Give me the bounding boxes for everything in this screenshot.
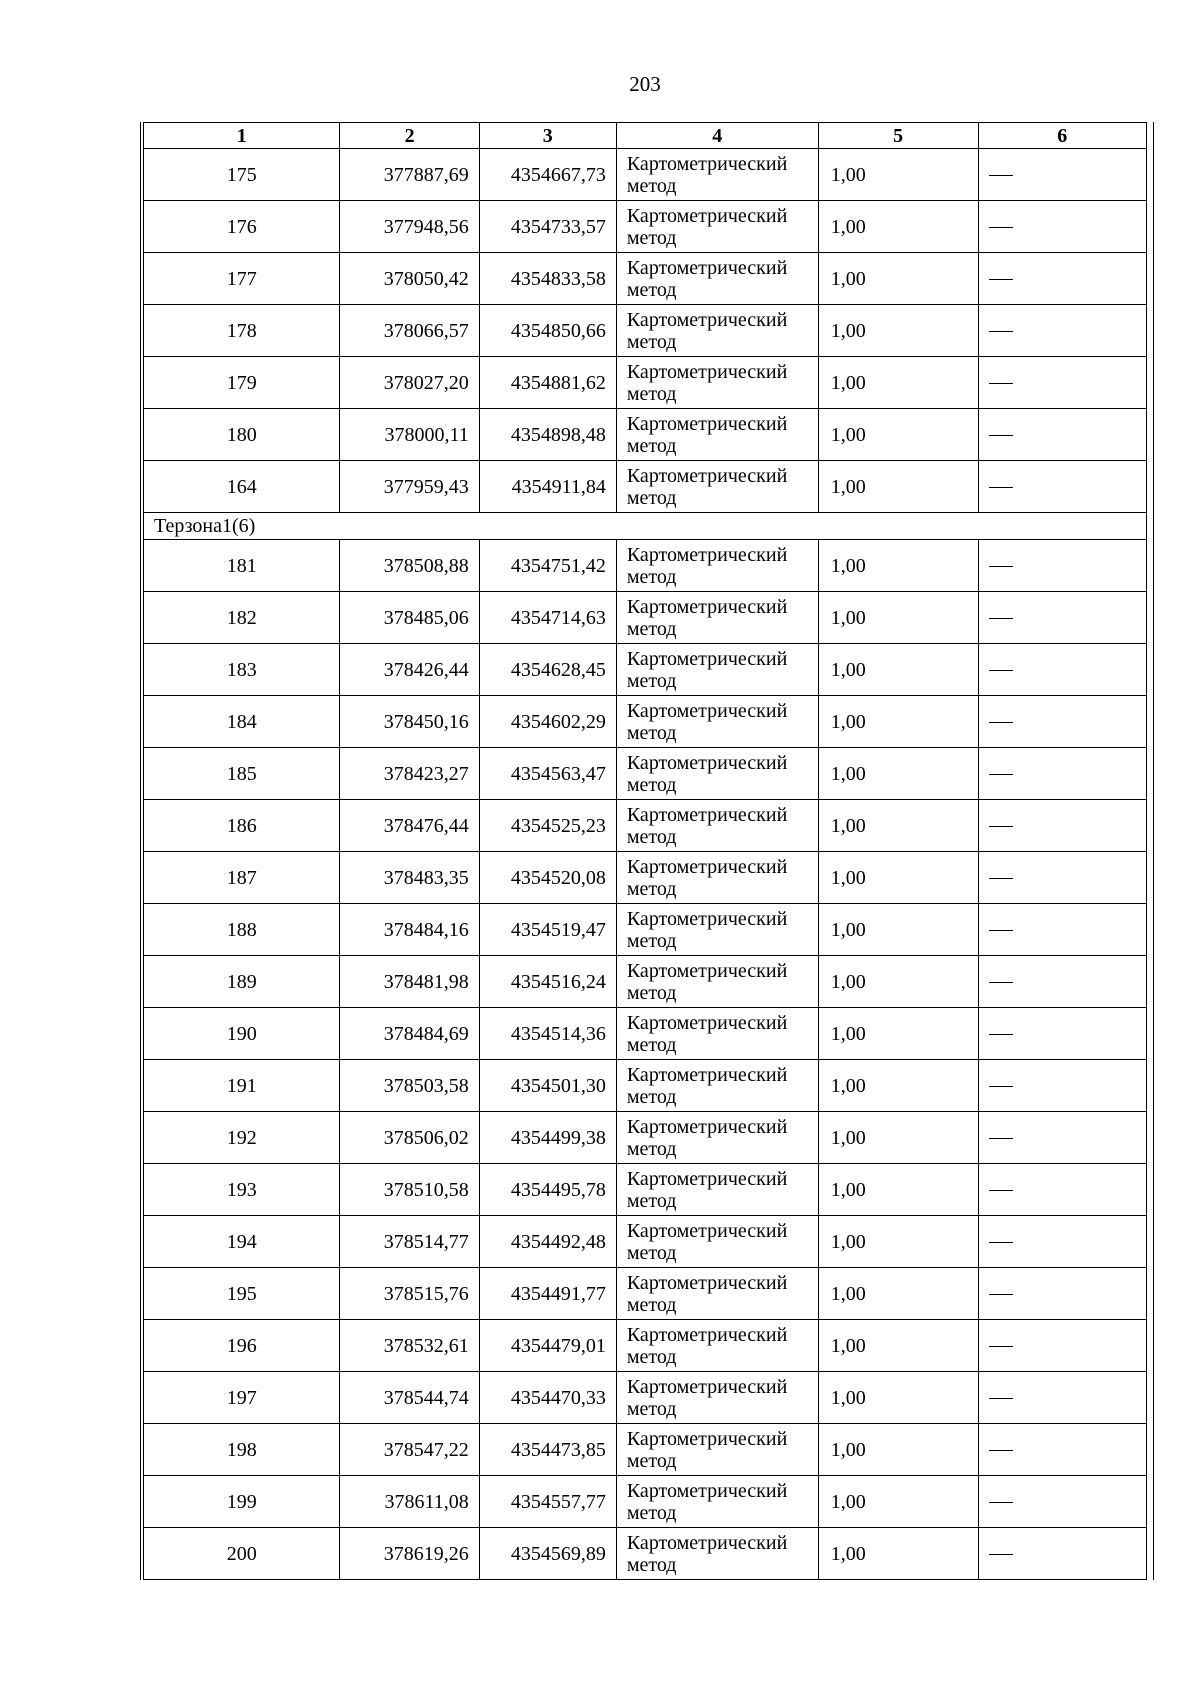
page-number: 203 bbox=[629, 72, 661, 96]
x-coordinate-cell: 378503,58 bbox=[340, 1060, 479, 1112]
notes-cell bbox=[978, 1320, 1146, 1372]
y-coordinate-cell: 4354499,38 bbox=[479, 1112, 616, 1164]
point-number-cell: 164 bbox=[144, 461, 340, 513]
notes-cell bbox=[978, 1372, 1146, 1424]
dash-mark bbox=[989, 331, 1013, 332]
x-coordinate-cell: 378515,76 bbox=[340, 1268, 479, 1320]
method-cell bbox=[616, 1216, 818, 1268]
table-row bbox=[144, 644, 1147, 696]
method-cell bbox=[616, 1060, 818, 1112]
precision-cell: 1,00 bbox=[818, 461, 978, 513]
x-coordinate-cell: 378619,26 bbox=[340, 1528, 479, 1580]
dash-mark bbox=[989, 487, 1013, 488]
y-coordinate-cell: 4354911,84 bbox=[479, 461, 616, 513]
precision-cell: 1,00 bbox=[818, 956, 978, 1008]
method-line1: Картометрический bbox=[626, 256, 788, 279]
method-line2: метод bbox=[626, 825, 677, 848]
method-line1: Картометрический bbox=[626, 152, 788, 175]
point-number-cell: 180 bbox=[144, 409, 340, 461]
y-coordinate-cell: 4354519,47 bbox=[479, 904, 616, 956]
y-coordinate-cell: 4354850,66 bbox=[479, 305, 616, 357]
table-row bbox=[144, 956, 1147, 1008]
method-cell bbox=[616, 409, 818, 461]
precision-cell: 1,00 bbox=[818, 748, 978, 800]
point-number-cell: 184 bbox=[144, 696, 340, 748]
point-number-cell: 195 bbox=[144, 1268, 340, 1320]
method-line1: Картометрический bbox=[626, 1323, 788, 1346]
notes-cell bbox=[978, 1164, 1146, 1216]
notes-cell bbox=[978, 904, 1146, 956]
method-line1: Картометрический bbox=[626, 1375, 788, 1398]
dash-mark bbox=[989, 1450, 1013, 1451]
y-coordinate-cell: 4354479,01 bbox=[479, 1320, 616, 1372]
precision-cell: 1,00 bbox=[818, 904, 978, 956]
method-line2: метод bbox=[626, 1137, 677, 1160]
notes-cell bbox=[978, 461, 1146, 513]
precision-cell: 1,00 bbox=[818, 1372, 978, 1424]
method-line2: метод bbox=[626, 1033, 677, 1056]
table-row bbox=[144, 904, 1147, 956]
method-cell bbox=[616, 748, 818, 800]
method-line2: метод bbox=[626, 669, 677, 692]
dash-mark bbox=[989, 618, 1013, 619]
point-number-cell: 188 bbox=[144, 904, 340, 956]
method-line2: метод bbox=[626, 773, 677, 796]
x-coordinate-cell: 378050,42 bbox=[340, 253, 479, 305]
x-coordinate-cell: 378423,27 bbox=[340, 748, 479, 800]
precision-cell: 1,00 bbox=[818, 1528, 978, 1580]
precision-cell: 1,00 bbox=[818, 696, 978, 748]
method-cell bbox=[616, 1164, 818, 1216]
method-cell bbox=[616, 461, 818, 513]
point-number-cell: 199 bbox=[144, 1476, 340, 1528]
dash-mark bbox=[989, 1034, 1013, 1035]
y-coordinate-cell: 4354833,58 bbox=[479, 253, 616, 305]
coordinates-table-frame bbox=[140, 122, 1154, 1580]
method-cell bbox=[616, 696, 818, 748]
x-coordinate-cell: 378544,74 bbox=[340, 1372, 479, 1424]
header-cell: 4 bbox=[616, 123, 818, 149]
table-row bbox=[144, 592, 1147, 644]
notes-cell bbox=[978, 1424, 1146, 1476]
method-line1: Картометрический bbox=[626, 751, 788, 774]
method-line1: Картометрический bbox=[626, 855, 788, 878]
table-row bbox=[144, 540, 1147, 592]
table-row bbox=[144, 461, 1147, 513]
y-coordinate-cell: 4354525,23 bbox=[479, 800, 616, 852]
table-row bbox=[144, 357, 1147, 409]
precision-cell: 1,00 bbox=[818, 357, 978, 409]
point-number-cell: 177 bbox=[144, 253, 340, 305]
x-coordinate-cell: 377948,56 bbox=[340, 201, 479, 253]
method-line1: Картометрический bbox=[626, 1011, 788, 1034]
point-number-cell: 183 bbox=[144, 644, 340, 696]
method-cell bbox=[616, 540, 818, 592]
dash-mark bbox=[989, 383, 1013, 384]
point-number-cell: 181 bbox=[144, 540, 340, 592]
y-coordinate-cell: 4354898,48 bbox=[479, 409, 616, 461]
dash-mark bbox=[989, 774, 1013, 775]
table-row bbox=[144, 305, 1147, 357]
dash-mark bbox=[989, 566, 1013, 567]
method-line2: метод bbox=[626, 382, 677, 405]
method-cell bbox=[616, 1372, 818, 1424]
y-coordinate-cell: 4354714,63 bbox=[479, 592, 616, 644]
point-number-cell: 190 bbox=[144, 1008, 340, 1060]
method-cell bbox=[616, 852, 818, 904]
coordinates-table bbox=[143, 122, 1147, 1580]
table-row bbox=[144, 409, 1147, 461]
x-coordinate-cell: 378481,98 bbox=[340, 956, 479, 1008]
dash-mark bbox=[989, 878, 1013, 879]
method-line2: метод bbox=[626, 226, 677, 249]
x-coordinate-cell: 378484,16 bbox=[340, 904, 479, 956]
method-line2: метод bbox=[626, 565, 677, 588]
point-number-cell: 193 bbox=[144, 1164, 340, 1216]
x-coordinate-cell: 378514,77 bbox=[340, 1216, 479, 1268]
precision-cell: 1,00 bbox=[818, 800, 978, 852]
method-line2: метод bbox=[626, 330, 677, 353]
dash-mark bbox=[989, 1294, 1013, 1295]
y-coordinate-cell: 4354495,78 bbox=[479, 1164, 616, 1216]
group1-rows bbox=[144, 149, 1147, 513]
precision-cell: 1,00 bbox=[818, 644, 978, 696]
method-line1: Картометрический bbox=[626, 464, 788, 487]
precision-cell: 1,00 bbox=[818, 149, 978, 201]
method-line2: метод bbox=[626, 1397, 677, 1420]
table-row bbox=[144, 1424, 1147, 1476]
notes-cell bbox=[978, 644, 1146, 696]
method-line1: Картометрический bbox=[626, 1219, 788, 1242]
method-line1: Картометрический bbox=[626, 308, 788, 331]
y-coordinate-cell: 4354520,08 bbox=[479, 852, 616, 904]
x-coordinate-cell: 377887,69 bbox=[340, 149, 479, 201]
notes-cell bbox=[978, 1112, 1146, 1164]
method-line2: метод bbox=[626, 174, 677, 197]
y-coordinate-cell: 4354491,77 bbox=[479, 1268, 616, 1320]
table-row bbox=[144, 1060, 1147, 1112]
x-coordinate-cell: 378483,35 bbox=[340, 852, 479, 904]
method-line1: Картометрический bbox=[626, 1271, 788, 1294]
dash-mark bbox=[989, 175, 1013, 176]
method-line2: метод bbox=[626, 1189, 677, 1212]
dash-mark bbox=[989, 435, 1013, 436]
point-number-cell: 192 bbox=[144, 1112, 340, 1164]
point-number-cell: 194 bbox=[144, 1216, 340, 1268]
y-coordinate-cell: 4354881,62 bbox=[479, 357, 616, 409]
method-line1: Картометрический bbox=[626, 595, 788, 618]
notes-cell bbox=[978, 357, 1146, 409]
method-line1: Картометрический bbox=[626, 959, 788, 982]
method-line1: Картометрический bbox=[626, 1115, 788, 1138]
dash-mark bbox=[989, 279, 1013, 280]
notes-cell bbox=[978, 409, 1146, 461]
group2-rows bbox=[144, 540, 1147, 1580]
notes-cell bbox=[978, 852, 1146, 904]
x-coordinate-cell: 378476,44 bbox=[340, 800, 479, 852]
method-line1: Картометрический bbox=[626, 543, 788, 566]
method-cell bbox=[616, 1476, 818, 1528]
table-row bbox=[144, 201, 1147, 253]
precision-cell: 1,00 bbox=[818, 201, 978, 253]
x-coordinate-cell: 378547,22 bbox=[340, 1424, 479, 1476]
table-row bbox=[144, 1320, 1147, 1372]
y-coordinate-cell: 4354492,48 bbox=[479, 1216, 616, 1268]
dash-mark bbox=[989, 1398, 1013, 1399]
method-line2: метод bbox=[626, 434, 677, 457]
method-line1: Картометрический bbox=[626, 699, 788, 722]
method-cell bbox=[616, 1424, 818, 1476]
precision-cell: 1,00 bbox=[818, 540, 978, 592]
y-coordinate-cell: 4354501,30 bbox=[479, 1060, 616, 1112]
method-cell bbox=[616, 1528, 818, 1580]
precision-cell: 1,00 bbox=[818, 253, 978, 305]
x-coordinate-cell: 378484,69 bbox=[340, 1008, 479, 1060]
notes-cell bbox=[978, 201, 1146, 253]
header-cell: 2 bbox=[340, 123, 479, 149]
method-line1: Картометрический bbox=[626, 204, 788, 227]
method-cell bbox=[616, 592, 818, 644]
method-cell bbox=[616, 305, 818, 357]
method-line1: Картометрический bbox=[626, 1063, 788, 1086]
dash-mark bbox=[989, 1554, 1013, 1555]
x-coordinate-cell: 378508,88 bbox=[340, 540, 479, 592]
table-row bbox=[144, 748, 1147, 800]
notes-cell bbox=[978, 1528, 1146, 1580]
method-cell bbox=[616, 1112, 818, 1164]
precision-cell: 1,00 bbox=[818, 1424, 978, 1476]
dash-mark bbox=[989, 227, 1013, 228]
precision-cell: 1,00 bbox=[818, 409, 978, 461]
dash-mark bbox=[989, 1190, 1013, 1191]
precision-cell: 1,00 bbox=[818, 1216, 978, 1268]
method-cell bbox=[616, 644, 818, 696]
dash-mark bbox=[989, 670, 1013, 671]
dash-mark bbox=[989, 930, 1013, 931]
notes-cell bbox=[978, 540, 1146, 592]
point-number-cell: 176 bbox=[144, 201, 340, 253]
y-coordinate-cell: 4354733,57 bbox=[479, 201, 616, 253]
point-number-cell: 185 bbox=[144, 748, 340, 800]
method-line2: метод bbox=[626, 617, 677, 640]
notes-cell bbox=[978, 253, 1146, 305]
table-row bbox=[144, 852, 1147, 904]
table-row bbox=[144, 800, 1147, 852]
method-line1: Картометрический bbox=[626, 1479, 788, 1502]
y-coordinate-cell: 4354602,29 bbox=[479, 696, 616, 748]
method-line2: метод bbox=[626, 721, 677, 744]
method-line1: Картометрический bbox=[626, 1531, 788, 1554]
precision-cell: 1,00 bbox=[818, 1164, 978, 1216]
table-row bbox=[144, 1008, 1147, 1060]
precision-cell: 1,00 bbox=[818, 1268, 978, 1320]
notes-cell bbox=[978, 1008, 1146, 1060]
table-row bbox=[144, 1372, 1147, 1424]
table-row bbox=[144, 253, 1147, 305]
point-number-cell: 196 bbox=[144, 1320, 340, 1372]
method-line2: метод bbox=[626, 1501, 677, 1524]
table-row bbox=[144, 1476, 1147, 1528]
precision-cell: 1,00 bbox=[818, 1476, 978, 1528]
table-row bbox=[144, 1112, 1147, 1164]
x-coordinate-cell: 378532,61 bbox=[340, 1320, 479, 1372]
point-number-cell: 187 bbox=[144, 852, 340, 904]
precision-cell: 1,00 bbox=[818, 852, 978, 904]
header-cell: 6 bbox=[978, 123, 1146, 149]
precision-cell: 1,00 bbox=[818, 592, 978, 644]
x-coordinate-cell: 378485,06 bbox=[340, 592, 479, 644]
method-line1: Картометрический bbox=[626, 647, 788, 670]
point-number-cell: 198 bbox=[144, 1424, 340, 1476]
precision-cell: 1,00 bbox=[818, 1060, 978, 1112]
point-number-cell: 197 bbox=[144, 1372, 340, 1424]
method-line1: Картометрический bbox=[626, 360, 788, 383]
point-number-cell: 179 bbox=[144, 357, 340, 409]
dash-mark bbox=[989, 826, 1013, 827]
table-row bbox=[144, 149, 1147, 201]
notes-cell bbox=[978, 800, 1146, 852]
y-coordinate-cell: 4354628,45 bbox=[479, 644, 616, 696]
method-cell bbox=[616, 956, 818, 1008]
method-cell bbox=[616, 1008, 818, 1060]
method-line2: метод bbox=[626, 1449, 677, 1472]
dash-mark bbox=[989, 1242, 1013, 1243]
header-cell: 5 bbox=[818, 123, 978, 149]
section-label: Терзона1(6) bbox=[144, 513, 1147, 540]
point-number-cell: 178 bbox=[144, 305, 340, 357]
dash-mark bbox=[989, 1086, 1013, 1087]
y-coordinate-cell: 4354751,42 bbox=[479, 540, 616, 592]
point-number-cell: 200 bbox=[144, 1528, 340, 1580]
section-row bbox=[144, 513, 1147, 540]
method-line1: Картометрический bbox=[626, 1167, 788, 1190]
method-cell bbox=[616, 1320, 818, 1372]
method-line2: метод bbox=[626, 1085, 677, 1108]
table-row bbox=[144, 1268, 1147, 1320]
x-coordinate-cell: 378510,58 bbox=[340, 1164, 479, 1216]
table-row bbox=[144, 1216, 1147, 1268]
table-row bbox=[144, 1528, 1147, 1580]
y-coordinate-cell: 4354667,73 bbox=[479, 149, 616, 201]
dash-mark bbox=[989, 1346, 1013, 1347]
point-number-cell: 175 bbox=[144, 149, 340, 201]
y-coordinate-cell: 4354563,47 bbox=[479, 748, 616, 800]
header-cell: 3 bbox=[479, 123, 616, 149]
method-cell bbox=[616, 149, 818, 201]
dash-mark bbox=[989, 1138, 1013, 1139]
x-coordinate-cell: 378027,20 bbox=[340, 357, 479, 409]
notes-cell bbox=[978, 696, 1146, 748]
x-coordinate-cell: 378426,44 bbox=[340, 644, 479, 696]
method-cell bbox=[616, 800, 818, 852]
table-row bbox=[144, 696, 1147, 748]
x-coordinate-cell: 378066,57 bbox=[340, 305, 479, 357]
notes-cell bbox=[978, 592, 1146, 644]
notes-cell bbox=[978, 1476, 1146, 1528]
y-coordinate-cell: 4354514,36 bbox=[479, 1008, 616, 1060]
method-line2: метод bbox=[626, 1293, 677, 1316]
method-cell bbox=[616, 201, 818, 253]
y-coordinate-cell: 4354516,24 bbox=[479, 956, 616, 1008]
method-cell bbox=[616, 1268, 818, 1320]
notes-cell bbox=[978, 748, 1146, 800]
x-coordinate-cell: 378000,11 bbox=[340, 409, 479, 461]
point-number-cell: 186 bbox=[144, 800, 340, 852]
header-cell: 1 bbox=[144, 123, 340, 149]
precision-cell: 1,00 bbox=[818, 1112, 978, 1164]
method-line2: метод bbox=[626, 1553, 677, 1576]
point-number-cell: 182 bbox=[144, 592, 340, 644]
method-line1: Картометрический bbox=[626, 803, 788, 826]
header-row bbox=[144, 123, 1147, 149]
method-cell bbox=[616, 253, 818, 305]
method-line2: метод bbox=[626, 1241, 677, 1264]
dash-mark bbox=[989, 722, 1013, 723]
section-rows bbox=[144, 513, 1147, 540]
method-line2: метод bbox=[626, 929, 677, 952]
method-line2: метод bbox=[626, 1345, 677, 1368]
y-coordinate-cell: 4354470,33 bbox=[479, 1372, 616, 1424]
notes-cell bbox=[978, 1216, 1146, 1268]
x-coordinate-cell: 378611,08 bbox=[340, 1476, 479, 1528]
precision-cell: 1,00 bbox=[818, 305, 978, 357]
point-number-cell: 189 bbox=[144, 956, 340, 1008]
x-coordinate-cell: 378450,16 bbox=[340, 696, 479, 748]
notes-cell bbox=[978, 305, 1146, 357]
precision-cell: 1,00 bbox=[818, 1320, 978, 1372]
method-line2: метод bbox=[626, 486, 677, 509]
method-line2: метод bbox=[626, 278, 677, 301]
y-coordinate-cell: 4354473,85 bbox=[479, 1424, 616, 1476]
y-coordinate-cell: 4354557,77 bbox=[479, 1476, 616, 1528]
method-line1: Картометрический bbox=[626, 412, 788, 435]
notes-cell bbox=[978, 956, 1146, 1008]
notes-cell bbox=[978, 1060, 1146, 1112]
point-number-cell: 191 bbox=[144, 1060, 340, 1112]
method-line2: метод bbox=[626, 981, 677, 1004]
method-line1: Картометрический bbox=[626, 1427, 788, 1450]
dash-mark bbox=[989, 982, 1013, 983]
x-coordinate-cell: 378506,02 bbox=[340, 1112, 479, 1164]
notes-cell bbox=[978, 1268, 1146, 1320]
dash-mark bbox=[989, 1502, 1013, 1503]
method-cell bbox=[616, 357, 818, 409]
method-line1: Картометрический bbox=[626, 907, 788, 930]
table-row bbox=[144, 1164, 1147, 1216]
y-coordinate-cell: 4354569,89 bbox=[479, 1528, 616, 1580]
method-cell bbox=[616, 904, 818, 956]
notes-cell bbox=[978, 149, 1146, 201]
x-coordinate-cell: 377959,43 bbox=[340, 461, 479, 513]
method-line2: метод bbox=[626, 877, 677, 900]
precision-cell: 1,00 bbox=[818, 1008, 978, 1060]
